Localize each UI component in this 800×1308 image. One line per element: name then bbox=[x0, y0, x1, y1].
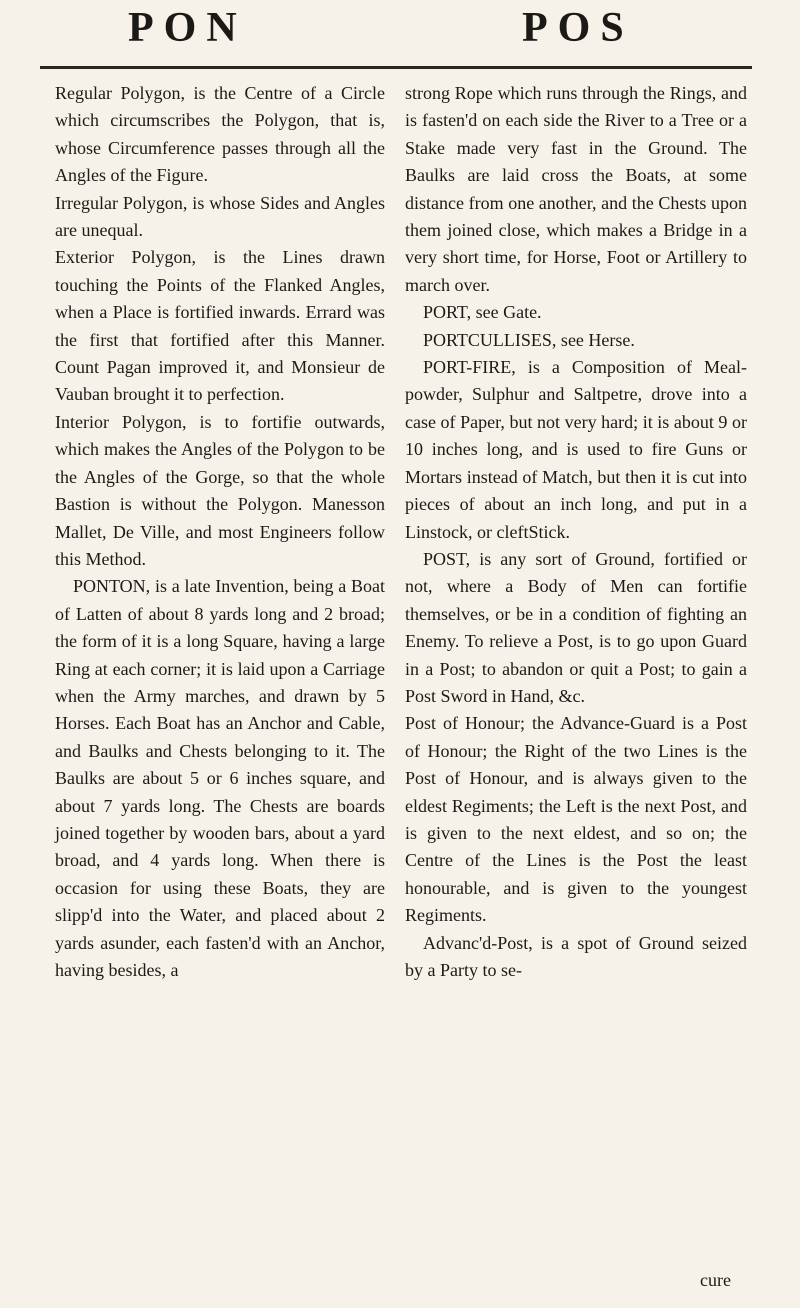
entry-exterior-polygon: Exterior Polygon, is the Lines drawn touching the Points of the Flanked Angles, when a Place is fortified inwards. Errard was the first that fortified after this Manner. Count Pagan improved it, and Monsieur de Vauban brought it to perfection. bbox=[55, 247, 385, 405]
right-column bbox=[405, 80, 747, 984]
catchword: cure bbox=[700, 1270, 731, 1290]
header-left: PON bbox=[128, 5, 247, 51]
running-header bbox=[0, 0, 800, 60]
entry-irregular-polygon: Irregular Polygon, is whose Sides and Angles are unequal. bbox=[55, 192, 385, 241]
entry-ponton: PONTON, is a late Invention, being a Boat of Latten of about 8 yards long and 2 broad; the form of it is a long Square, having a large Ring at each corner; it is laid upon a Carriage when the Army marches, and drawn by 5 Horses. Each Boat has an Anchor and Cable, and Baulks and Chests belonging to it. The Baulks are about 5 or 6 inches square, and about 7 yards long. The Chests are boards joined together by wooden bars, about a yard broad, and 4 yards long. When there is occasion for using these Boats, they are slipp'd into the Water, and placed about 2 yards asunder, each fasten'd with an Anchor, having besides, a bbox=[55, 576, 385, 980]
entry-port: PORT, see Gate. bbox=[423, 302, 542, 323]
entry-portcullises: PORTCULLISES, see Herse. bbox=[423, 329, 635, 350]
entry-regular-polygon: Regular Polygon, is the Centre of a Circle which circumscribes the Polygon, that is, whose Circumference passes through all the Angles of the Figure. bbox=[55, 83, 385, 186]
left-column bbox=[55, 80, 385, 984]
header-right: POS bbox=[522, 5, 634, 51]
header-rule bbox=[40, 66, 752, 69]
entry-post: POST, is any sort of Ground, fortified or not, where a Body of Men can fortifie themselves, or be in a condition of fighting an Enemy. To relieve a Post, is to go upon Guard in a Post; to abandon or quit a Post; to gain a Post Sword in Hand, &c. bbox=[405, 548, 747, 706]
entry-port-fire: PORT-FIRE, is a Composition of Meal-powder, Sulphur and Saltpetre, drove into a case of Paper, but not very hard; it is about 9 or 10 inches long, and is used to fire Guns or Mortars instead of Match, but then it is cut into pieces of about an inch long, and put in a Linstock, or cleftStick. bbox=[405, 357, 747, 542]
entry-post-of-honour: Post of Honour; the Advance-Guard is a Post of Honour; the Right of the two Lines is the Post of Honour, and is always given to the eldest Regiments; the Left is the next Post, and is given to the next eldest, and so on; the Centre of the Lines is the Post the least honourable, and is given to the youngest Regiments. bbox=[405, 713, 747, 926]
entry-interior-polygon: Interior Polygon, is to fortifie outwards, which makes the Angles of the Polygon to be the Angles of the Gorge, so that the whole Bastion is without the Polygon. Manesson Mallet, De Ville, and most Engineers follow this Method. bbox=[55, 411, 385, 569]
entry-advanced-post: Advanc'd-Post, is a spot of Ground seized by a Party to se- bbox=[405, 932, 747, 980]
entry-ponton-continued: strong Rope which runs through the Rings, and is fasten'd on each side the River to a Tree or a Stake made very fast in the Ground. The Baulks are laid cross the Boats, at some distance from one another, and the Chests upon them joined close, which makes a Bridge in a very short time, for Horse, Foot or Artillery to march over. bbox=[405, 83, 747, 295]
